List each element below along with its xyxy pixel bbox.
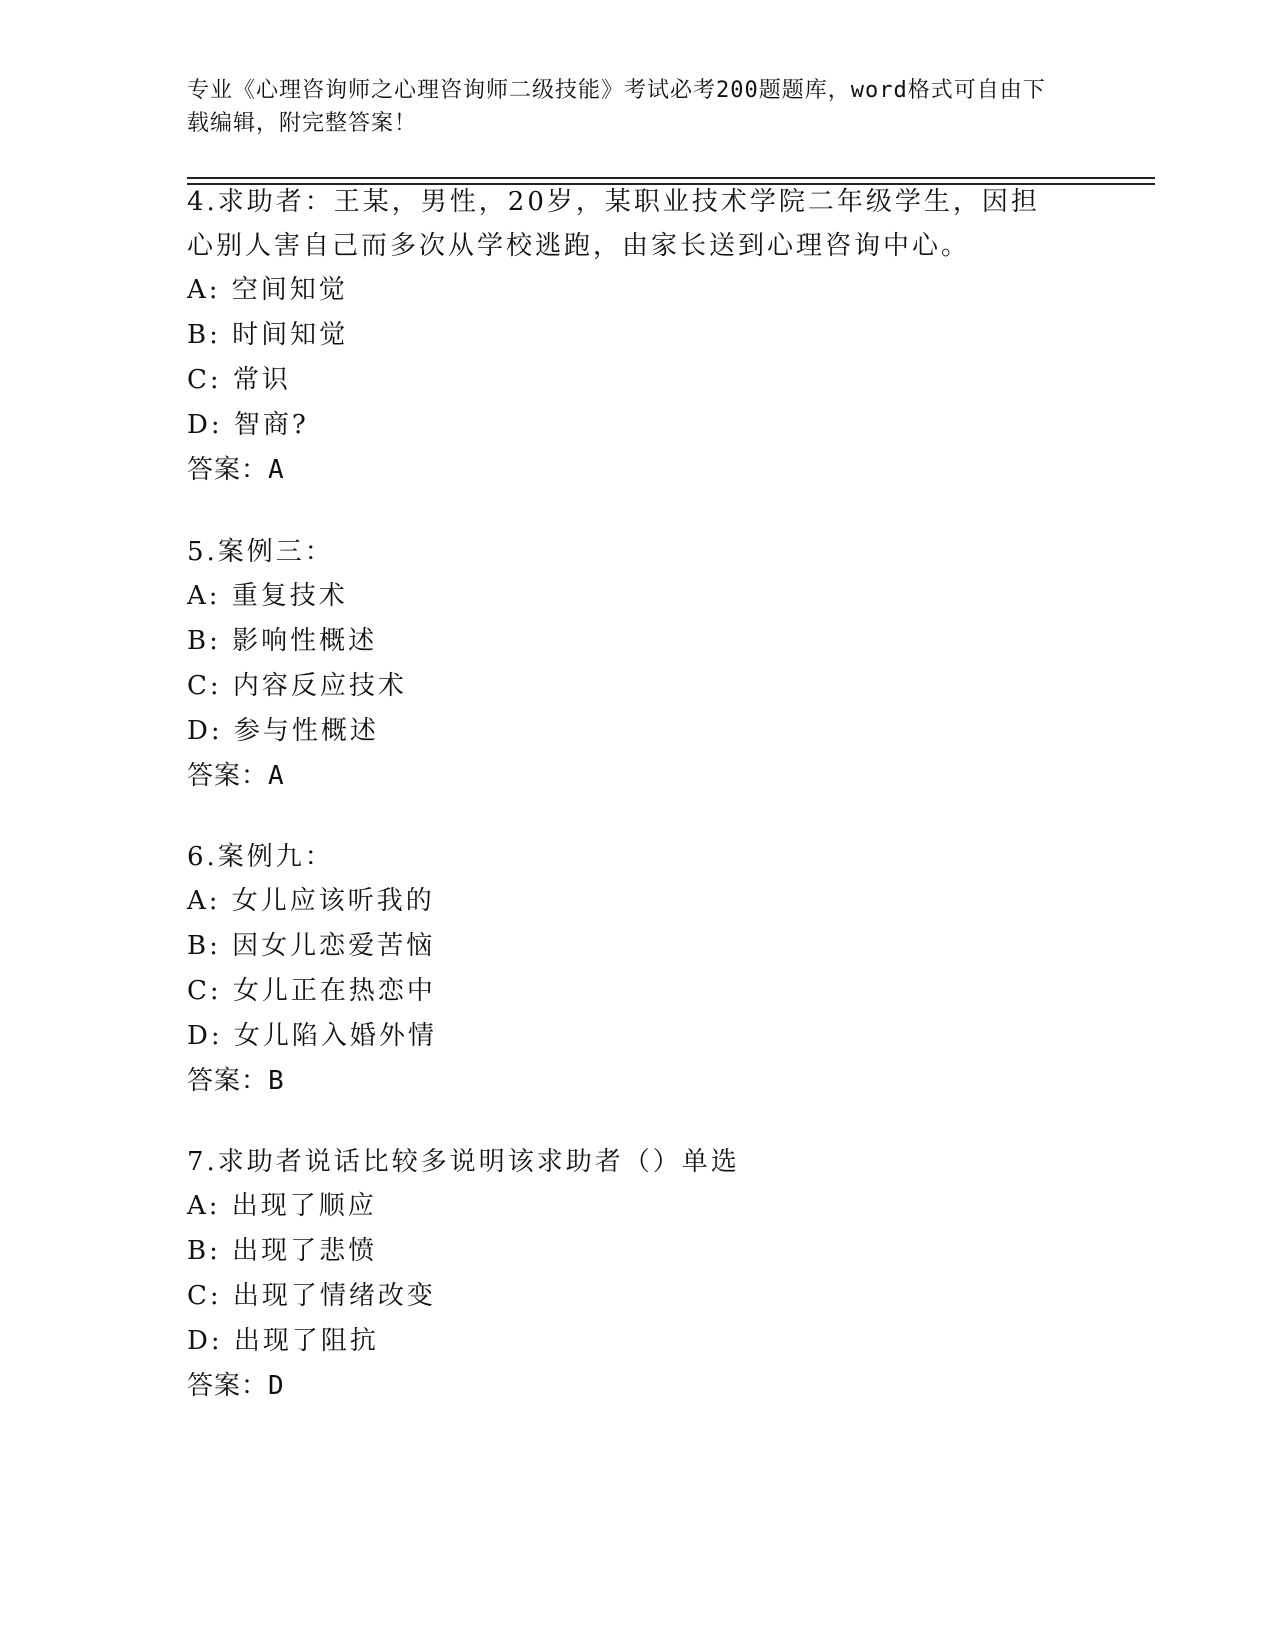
document-intro: 专业《心理咨询师之心理咨询师二级技能》考试必考200题题库，word格式可自由下载编辑，附完整答案！ [187, 78, 1046, 136]
option-a: A: 出现了顺应 [187, 1191, 377, 1221]
option-a: A: 重复技术 [187, 581, 348, 611]
option-b: B: 时间知觉 [187, 320, 349, 350]
option-d: D: 出现了阻抗 [187, 1326, 379, 1356]
question-stem: 4.求助者：王某，男性，20岁，某职业技术学院二年级学生，因担心别人害自己而多次从学校逃跑，由家长送到心理咨询中心。 [187, 187, 1040, 261]
answer-value: A [268, 455, 285, 485]
answer-line [187, 754, 1067, 799]
answer-line [187, 448, 1067, 493]
question-stem: 6.案例九： [187, 842, 334, 872]
option-c: C: 出现了情绪改变 [187, 1281, 436, 1311]
answer-value: B [268, 1066, 285, 1096]
answer-line [187, 1059, 1067, 1104]
answer-value: D [268, 1371, 285, 1401]
option-a: A: 空间知觉 [187, 275, 348, 305]
option-c: C: 女儿正在热恋中 [187, 976, 436, 1006]
option-d: D: 参与性概述 [187, 716, 379, 746]
answer-label: 答案： [187, 455, 269, 485]
answer-value: A [268, 761, 285, 791]
question-stem: 5.案例三： [187, 537, 334, 567]
option-c: C: 常识 [187, 365, 291, 395]
header-divider-top [187, 177, 1155, 179]
option-d: D: 女儿陷入婚外情 [187, 1021, 437, 1051]
question-6 [187, 835, 1067, 1104]
answer-label: 答案： [187, 1371, 269, 1401]
question-4 [187, 180, 1067, 493]
answer-label: 答案： [187, 1066, 269, 1096]
option-c: C: 内容反应技术 [187, 671, 407, 701]
question-stem: 7.求助者说话比较多说明该求助者（）单选 [187, 1147, 740, 1177]
question-7 [187, 1140, 1067, 1409]
question-5 [187, 530, 1067, 799]
option-d: D: 智商? [187, 410, 309, 440]
option-a: A: 女儿应该听我的 [187, 886, 435, 916]
option-b: B: 出现了悲愤 [187, 1236, 378, 1266]
option-b: B: 因女儿恋爱苦恼 [187, 931, 436, 961]
option-b: B: 影响性概述 [187, 626, 378, 656]
answer-label: 答案： [187, 761, 269, 791]
answer-line [187, 1364, 1067, 1409]
